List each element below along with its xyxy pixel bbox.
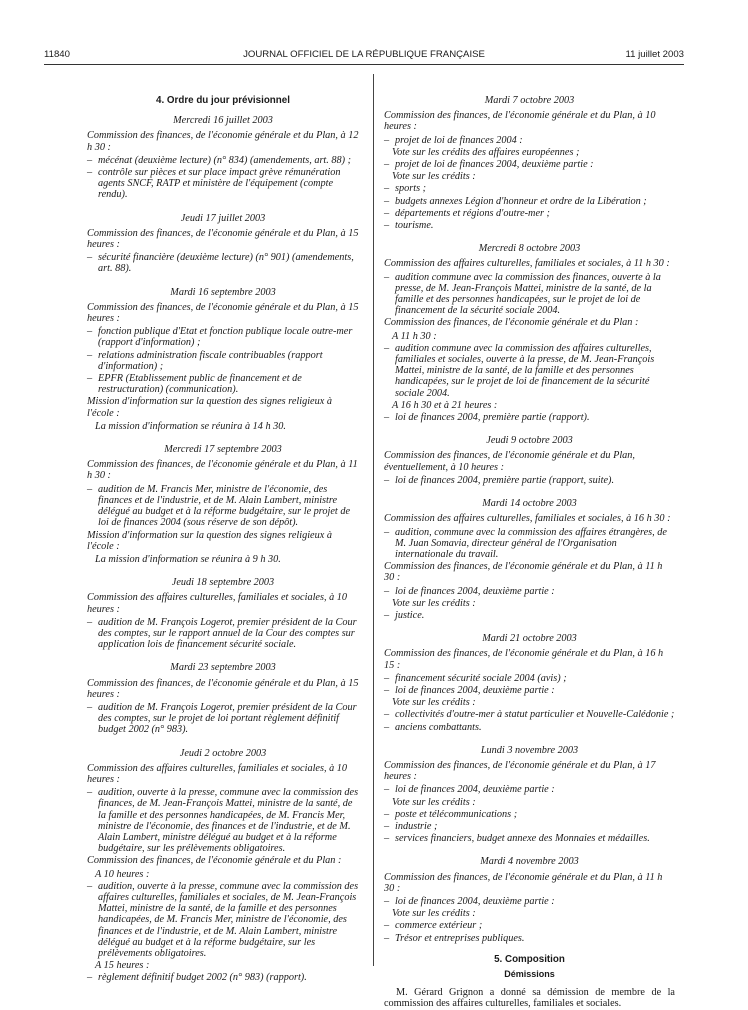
agenda-day-block [87, 444, 359, 565]
agenda-text: Commission des finances, de l'économie générale et du Plan : [384, 317, 639, 329]
agenda-text: A 11 h 30 : [392, 330, 437, 342]
agenda-text: Commission des affaires culturelles, familiales et sociales, à 11 h 30 : [384, 258, 670, 270]
agenda-item: – anciens combattants. [384, 722, 675, 733]
agenda-item: – financement sécurité sociale 2004 (avis) ; [384, 673, 675, 684]
agenda-item: – audition de M. Francis Mer, ministre de l'économie, des finances et de l'industrie, et de M. Alain Lambert, ministre délégué au budget et à la réforme budgétaire, sur le projet de loi de finances 2004 (sous réserve de son dépôt). [87, 484, 359, 529]
agenda-item: – audition commune avec la commission des finances, ouverte à la presse, de M. Jean-François Mattei, ministre de la santé, de la famille et des personnes handicapées, sur le projet de loi de financement de la sécurité sociale 2004. [384, 272, 675, 317]
section-4-title: 4. Ordre du jour prévisionnel [156, 95, 290, 106]
agenda-item: – loi de finances 2004, première partie (rapport). [384, 412, 675, 423]
section-5-title: 5. Composition [494, 953, 565, 965]
agenda-day-block [384, 95, 675, 231]
agenda-date: Jeudi 2 octobre 2003 [179, 747, 267, 759]
column-divider [373, 74, 374, 966]
agenda-text: A 15 heures : [95, 960, 150, 972]
agenda-text: Vote sur les crédits des affaires européennes ; [392, 146, 580, 158]
agenda-item: – relations administration fiscale contribuables (rapport d'information) ; [87, 350, 359, 372]
agenda-day-block [384, 745, 675, 845]
agenda-text: A 16 h 30 et à 21 heures : [392, 399, 498, 411]
agenda-item: – poste et télécommunications ; [384, 809, 675, 820]
agenda-item: – audition commune avec la commission des affaires culturelles, familiales et sociales, ouverte à la presse, de M. Jean-François Mattei, ministre de la santé, de la famille et des personnes handicapées, sur le projet de loi de financement de la sécurité sociale 2004. [384, 343, 675, 399]
agenda-item: – départements et régions d'outre-mer ; [384, 208, 675, 219]
agenda-item: – justice. [384, 610, 675, 621]
agenda-date: Jeudi 18 septembre 2003 [171, 577, 275, 589]
agenda-text: Commission des finances, de l'économie générale et du Plan, à 12 h 30 : [87, 130, 359, 153]
agenda-text: Mission d'information sur la question des signes religieux à l'école : [87, 529, 332, 552]
agenda-item: – services financiers, budget annexe des Monnaies et médailles. [384, 833, 675, 844]
agenda-text: La mission d'information se réunira à 14 h 30. [95, 420, 286, 432]
section-5-subtitle: Démissions [504, 969, 555, 979]
agenda-day-block [384, 856, 675, 943]
agenda-date: Mardi 23 septembre 2003 [170, 662, 276, 674]
agenda-item: – projet de loi de finances 2004 : [384, 135, 675, 146]
agenda-day-block [87, 748, 359, 984]
agenda-item: – industrie ; [384, 821, 675, 832]
agenda-item: – loi de finances 2004, deuxième partie : [384, 896, 675, 907]
agenda-item: – loi de finances 2004, deuxième partie : [384, 586, 675, 597]
agenda-date: Jeudi 17 juillet 2003 [180, 212, 266, 224]
agenda-item: – sécurité financière (deuxième lecture) (n° 901) (amendements, art. 88). [87, 252, 359, 274]
page-number: 11840 [44, 49, 70, 60]
agenda-date: Mercredi 8 octobre 2003 [478, 243, 581, 255]
agenda-date: Mercredi 16 juillet 2003 [173, 115, 273, 127]
agenda-item: – audition de M. François Logerot, premier président de la Cour des comptes, sur le projet de loi portant règlement définitif budget 2002 (n° 983). [87, 702, 359, 736]
agenda-text: Vote sur les crédits : [392, 597, 476, 609]
agenda-text: Vote sur les crédits : [392, 908, 476, 920]
agenda-item: – tourisme. [384, 220, 675, 231]
agenda-text: Commission des finances, de l'économie générale et du Plan, à 16 h 15 : [384, 648, 664, 671]
agenda-item: – contrôle sur pièces et sur place impact grève rémunération agents SNCF, RATP et ministère de l'équipement (compte rendu). [87, 167, 359, 201]
agenda-text: Commission des affaires culturelles, familiales et sociales, à 10 heures : [87, 592, 348, 615]
agenda-item: – règlement définitif budget 2002 (n° 983) (rapport). [87, 972, 359, 983]
right-column [384, 95, 675, 1010]
issue-date: 11 juillet 2003 [625, 49, 684, 60]
agenda-text: Commission des finances, de l'économie générale et du Plan, éventuellement, à 10 heures : [384, 450, 635, 473]
agenda-day-block [87, 115, 359, 200]
agenda-day-block [87, 662, 359, 735]
agenda-day-block [384, 633, 675, 733]
agenda-date: Jeudi 9 octobre 2003 [486, 435, 573, 447]
agenda-text: Commission des finances, de l'économie générale et du Plan, à 15 heures : [87, 301, 359, 325]
agenda-date: Mardi 16 septembre 2003 [170, 286, 276, 298]
agenda-item: – EPFR (Etablissement public de financement et de restructuration) (communication). [87, 373, 359, 395]
agenda-item: – loi de finances 2004, deuxième partie : [384, 784, 675, 795]
agenda-day-block [384, 498, 675, 621]
journal-title: JOURNAL OFFICIEL DE LA RÉPUBLIQUE FRANÇAISE [243, 49, 485, 60]
agenda-text: Commission des finances, de l'économie générale et du Plan, à 11 h 30 : [87, 459, 358, 482]
agenda-day-block [87, 577, 359, 650]
agenda-text: La mission d'information se réunira à 9 h 30. [95, 553, 281, 565]
agenda-item: – mécénat (deuxième lecture) (n° 834) (amendements, art. 88) ; [87, 155, 359, 166]
agenda-text: Commission des finances, de l'économie générale et du Plan, à 17 heures : [384, 759, 656, 783]
agenda-text: Commission des finances, de l'économie générale et du Plan : [87, 855, 342, 867]
agenda-date: Mardi 7 octobre 2003 [484, 95, 575, 106]
agenda-text: Vote sur les crédits : [392, 171, 476, 183]
agenda-item: – sports ; [384, 183, 675, 194]
agenda-text: Mission d'information sur la question des signes religieux à l'école : [87, 396, 332, 419]
agenda-day-block [384, 243, 675, 423]
agenda-text: Vote sur les crédits : [392, 796, 476, 808]
section-5-text: M. Gérard Grignon a donné sa démission de membre de la commission des affaires culturelles, familiales et sociales. [384, 987, 675, 1010]
agenda-item: – Trésor et entreprises publiques. [384, 933, 675, 944]
agenda-date: Mardi 21 octobre 2003 [482, 633, 577, 645]
agenda-item: – audition, ouverte à la presse, commune avec la commission des affaires culturelles, familiales et sociales, de M. Jean-François Mattei, ministre de la santé, de la famille et des personnes handicapées, de M. Francis Mer, ministre de l'économie, des finances et de l'industrie, et de M. Alain Lambert, ministre délégué au budget et à la réforme budgétaire, sur les prélèvements obligatoires. [87, 881, 359, 959]
agenda-item: – budgets annexes Légion d'honneur et ordre de la Libération ; [384, 196, 675, 207]
left-column [87, 95, 359, 996]
agenda-text: Commission des affaires culturelles, familiales et sociales, à 10 heures : [87, 762, 348, 785]
agenda-item: – loi de finances 2004, deuxième partie : [384, 685, 675, 696]
agenda-text: Commission des finances, de l'économie générale et du Plan, à 15 heures : [87, 227, 359, 251]
agenda-text: Commission des finances, de l'économie générale et du Plan, à 11 h 30 : [384, 871, 663, 894]
agenda-item: – fonction publique d'Etat et fonction publique locale outre-mer (rapport d'information) ; [87, 326, 359, 348]
agenda-text: Commission des finances, de l'économie générale et du Plan, à 10 heures : [384, 110, 656, 133]
agenda-item: – audition, commune avec la commission des affaires étrangères, de M. Juan Somavia, directeur général de l'Organisation internationale du travail. [384, 527, 675, 561]
agenda-text: A 10 heures : [95, 868, 150, 880]
header-rule [44, 64, 684, 65]
agenda-day-block [87, 287, 359, 432]
agenda-date: Mardi 4 novembre 2003 [480, 856, 579, 868]
agenda-item: – audition de M. François Logerot, premier président de la Cour des comptes, sur le rapport annuel de la Cour des comptes sur application lois de financement sécurité sociale. [87, 617, 359, 651]
agenda-date: Mardi 14 octobre 2003 [482, 498, 577, 510]
agenda-item: – commerce extérieur ; [384, 920, 675, 931]
agenda-item: – loi de finances 2004, première partie (rapport, suite). [384, 475, 675, 486]
agenda-date: Lundi 3 novembre 2003 [480, 744, 579, 756]
agenda-item: – collectivités d'outre-mer à statut particulier et Nouvelle-Calédonie ; [384, 709, 675, 720]
agenda-item: – projet de loi de finances 2004, deuxième partie : [384, 159, 675, 170]
agenda-day-block [87, 213, 359, 275]
running-header [44, 49, 684, 63]
agenda-day-block [384, 435, 675, 486]
agenda-date: Mercredi 17 septembre 2003 [164, 444, 282, 456]
agenda-text: Vote sur les crédits : [392, 697, 476, 709]
agenda-text: Commission des finances, de l'économie générale et du Plan, à 15 heures : [87, 677, 359, 700]
agenda-text: Commission des finances, de l'économie générale et du Plan, à 11 h 30 : [384, 561, 663, 584]
agenda-text: Commission des affaires culturelles, familiales et sociales, à 16 h 30 : [384, 513, 671, 525]
agenda-item: – audition, ouverte à la presse, commune avec la commission des finances, de M. Jean-François Mattei, ministre de la santé, de la famille et des personnes handicapées, de M. Francis Mer, ministre de l'économie, des finances et de l'industrie, et de M. Alain Lambert, ministre délégué au budget et à la réforme budgétaire, sur les prélèvements obligatoires. [87, 787, 359, 854]
